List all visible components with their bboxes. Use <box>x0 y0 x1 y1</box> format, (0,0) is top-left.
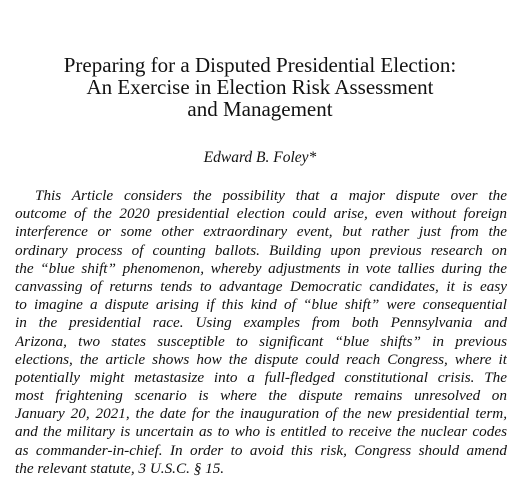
abstract-line-8: in the presidential race. Using examples from both Pennsylvania and <box>15 314 507 332</box>
abstract-line-2: outcome of the 2020 presidential election could arise, even without foreign <box>15 205 507 223</box>
author-name: Edward B. Foley* <box>203 149 317 166</box>
abstract-line-11: potentially might metastasize into a full-fledged constitutional crisis. The <box>15 368 507 386</box>
abstract-line-7: to imagine a dispute arising if this kind of “blue shift” were consequential <box>15 296 507 314</box>
abstract-line-5: the “blue shift” phenomenon, whereby adjustments in vote tallies during the <box>15 259 507 277</box>
abstract-line-1: This Article considers the possibility that a major dispute over the <box>35 187 507 204</box>
abstract-line-16: the relevant statute, 3 U.S.C. § 15. <box>15 459 225 477</box>
abstract-line-15: as commander-in-chief. In order to avoid this risk, Congress should amend <box>15 441 507 459</box>
abstract-line-12: most frightening scenario is where the dispute remains unresolved on <box>15 387 507 405</box>
abstract <box>15 187 507 478</box>
abstract-line-4: ordinary process of counting ballots. Building upon previous research on <box>15 241 507 259</box>
abstract-line-10: elections, the article shows how the dispute could reach Congress, where it <box>15 350 507 368</box>
title-line-1: Preparing for a Disputed Presidential Election: <box>63 53 457 77</box>
paper-title <box>0 54 520 120</box>
abstract-line-14: and the military is uncertain as to who is entitled to receive the nuclear codes <box>15 423 507 441</box>
title-line-3: and Management <box>187 97 333 121</box>
abstract-line-9: Arizona, two states susceptible to significant “blue shifts” in previous <box>15 332 507 350</box>
title-line-2: An Exercise in Election Risk Assessment <box>86 75 434 99</box>
abstract-line-13: January 20, 2021, the date for the inauguration of the new presidential term, <box>15 405 507 423</box>
abstract-line-3: interference or some other extraordinary event, but rather just from the <box>15 223 507 241</box>
abstract-line-6: canvassing of returns tends to advantage Democratic candidates, it is easy <box>15 277 507 295</box>
